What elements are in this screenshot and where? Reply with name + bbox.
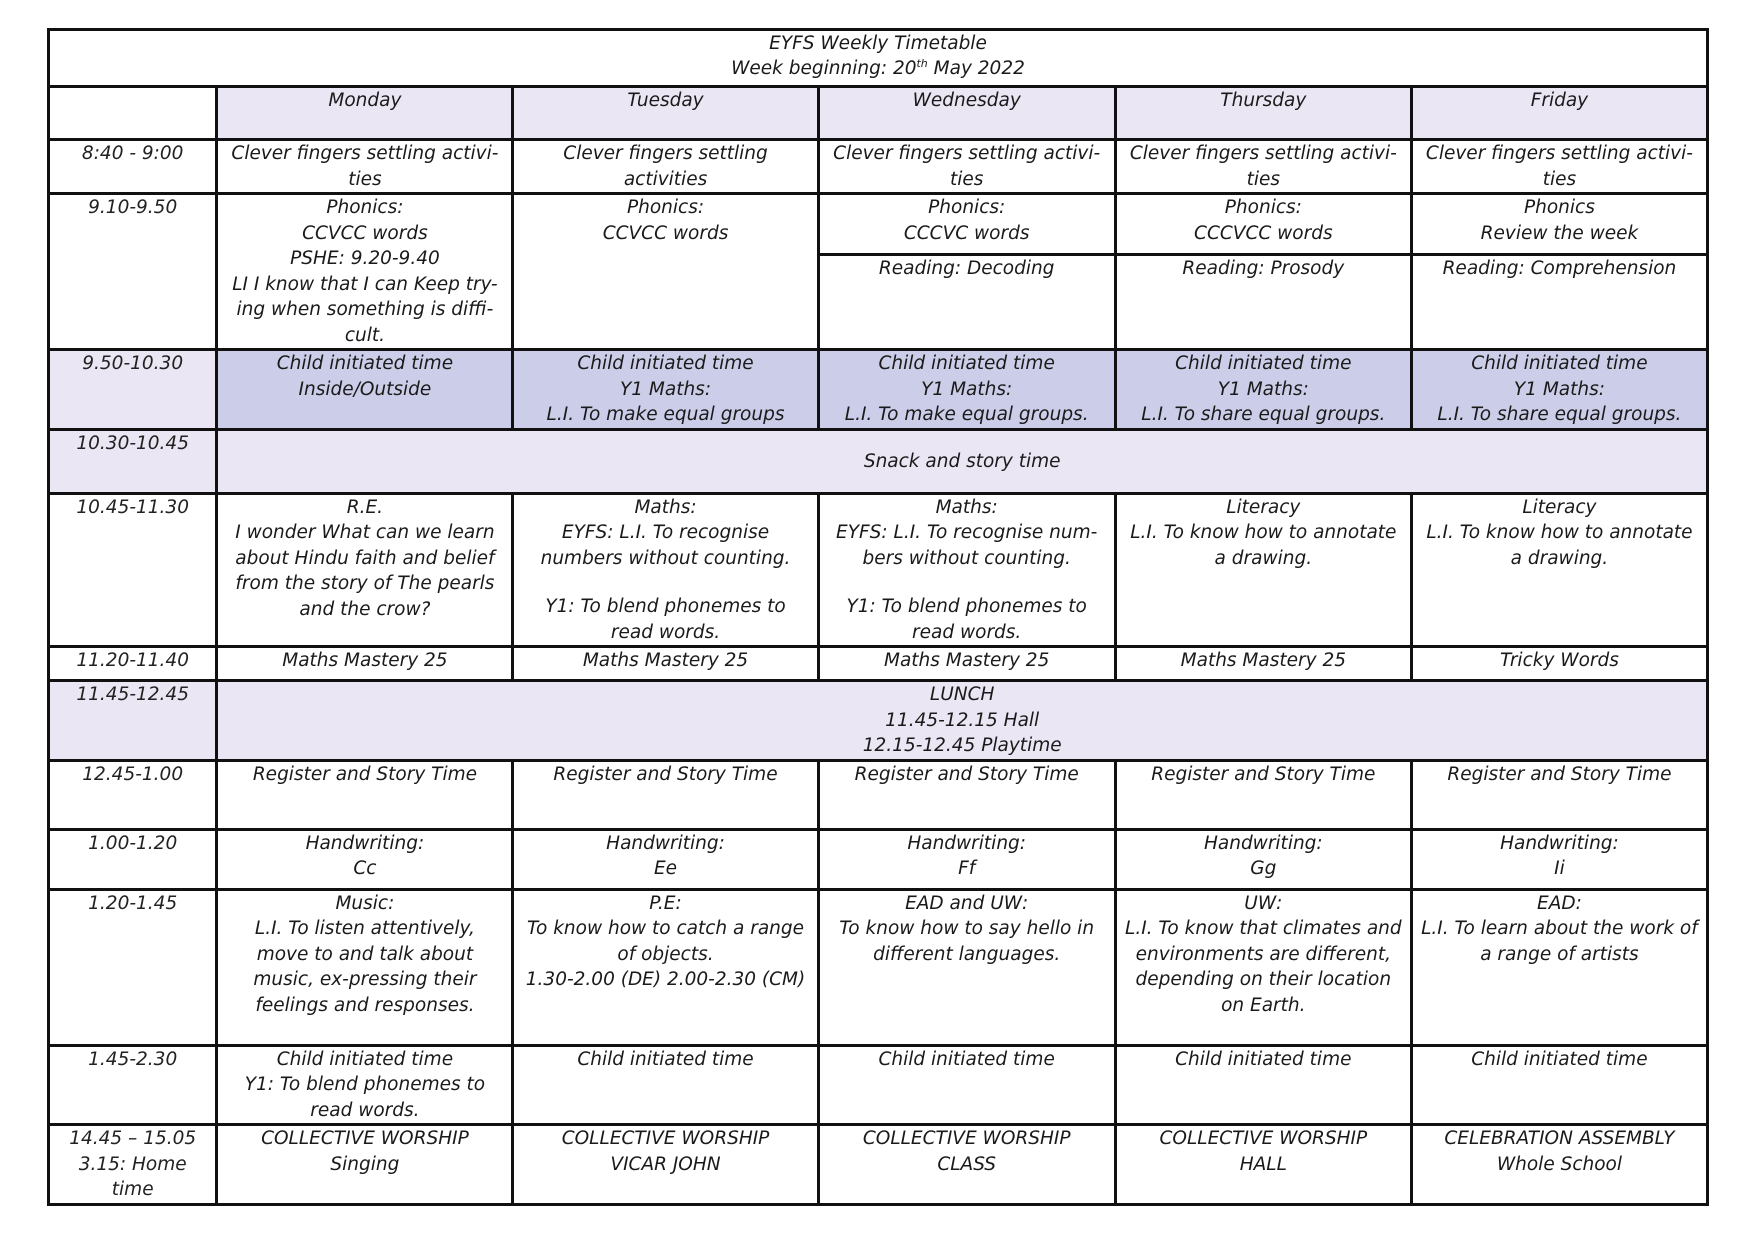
cell-line: 1.30-2.00 (DE) 2.00-2.30 (CM) xyxy=(525,969,806,990)
cell-line: Phonics: xyxy=(326,197,404,218)
snack-span-cell xyxy=(217,429,1708,493)
week-suffix: th xyxy=(916,56,928,70)
title-row xyxy=(49,30,1708,87)
cell-thursday xyxy=(1115,1125,1411,1205)
cell-line: CCVCC words xyxy=(602,222,729,244)
cell-thursday: Child initiated time xyxy=(1115,1045,1411,1125)
day-header-monday: Monday xyxy=(217,87,513,140)
cell-line: 11.45-12.15 Hall xyxy=(885,709,1040,731)
time-cell: 9.10-9.50 xyxy=(49,194,217,350)
cell-tuesday: Child initiated time xyxy=(513,1045,818,1125)
cell-line: CCCVC words xyxy=(903,222,1030,244)
cell-line: To know how to say hello in different languages. xyxy=(839,918,1095,965)
cell-line: Handwriting: xyxy=(1500,832,1619,854)
cell-tuesday xyxy=(513,1125,818,1205)
cell-tuesday xyxy=(513,493,818,647)
cell-line: Ff xyxy=(958,858,976,879)
cell-thursday: Clever fingers settling activi-ties xyxy=(1115,140,1411,194)
cell-tuesday: Register and Story Time xyxy=(513,760,818,829)
cell-wednesday xyxy=(818,889,1115,1045)
cell-line: Music: xyxy=(335,892,395,914)
cell-line: CCVCC words xyxy=(302,222,428,244)
cell-line: CELEBRATION ASSEMBLY xyxy=(1444,1128,1675,1149)
cell-wednesday xyxy=(818,194,1115,350)
title-cell xyxy=(49,30,1708,87)
cell-line: Y1 Maths: xyxy=(1513,378,1605,400)
cell-line: Child initiated time xyxy=(276,1048,454,1070)
cell-friday: Tricky Words xyxy=(1411,647,1707,681)
cell-top xyxy=(1413,195,1706,256)
time-cell: 10.45-11.30 xyxy=(49,493,217,647)
cell-tuesday xyxy=(513,194,818,350)
cell-line: COLLECTIVE WORSHIP xyxy=(561,1128,770,1149)
cell-thursday: Maths Mastery 25 xyxy=(1115,647,1411,681)
cell-line: Handwriting: xyxy=(907,832,1027,854)
cell-spacer xyxy=(828,571,1106,594)
cell-line: Y1 Maths: xyxy=(921,378,1013,400)
cell-wednesday: Register and Story Time xyxy=(818,760,1115,829)
timetable-title: EYFS Weekly Timetable xyxy=(769,33,987,54)
cell-monday: Register and Story Time xyxy=(217,760,513,829)
cell-line: L.I. To make equal groups xyxy=(546,404,785,425)
cell-line: L.I. To know that climates and environments are different, depending on their location on Earth. xyxy=(1125,918,1402,1016)
table-row xyxy=(49,1045,1708,1125)
cell-thursday xyxy=(1115,350,1411,430)
table-row xyxy=(49,350,1708,430)
cell-line: COLLECTIVE WORSHIP xyxy=(1159,1128,1368,1149)
time-cell: 8:40 - 9:00 xyxy=(49,140,217,194)
cell-monday xyxy=(217,829,513,889)
cell-friday xyxy=(1411,493,1707,647)
cell-friday xyxy=(1411,889,1707,1045)
cell-monday xyxy=(217,493,513,647)
cell-line: Phonics xyxy=(1523,197,1595,218)
cell-line: L.I. To make equal groups. xyxy=(844,404,1089,425)
day-header-tuesday: Tuesday xyxy=(513,87,818,140)
table-row xyxy=(49,647,1708,681)
cell-thursday xyxy=(1115,194,1411,350)
cell-line: Maths: xyxy=(935,496,998,518)
table-row xyxy=(49,1125,1708,1205)
cell-line: HALL xyxy=(1239,1153,1287,1175)
time-cell: 1.45-2.30 xyxy=(49,1045,217,1125)
cell-monday xyxy=(217,889,513,1045)
cell-line: Phonics: xyxy=(928,197,1006,218)
table-row xyxy=(49,829,1708,889)
cell-tuesday: Maths Mastery 25 xyxy=(513,647,818,681)
cell-thursday xyxy=(1115,829,1411,889)
cell-friday xyxy=(1411,1125,1707,1205)
cell-line: Y1 Maths: xyxy=(1217,378,1309,400)
cell-monday xyxy=(217,1125,513,1205)
day-header-wednesday: Wednesday xyxy=(818,87,1115,140)
week-rest: May 2022 xyxy=(927,58,1025,79)
corner-cell xyxy=(49,87,217,140)
cell-wednesday: Child initiated time xyxy=(818,1045,1115,1125)
cell-line: Literacy xyxy=(1522,496,1597,518)
cell-tuesday xyxy=(513,350,818,430)
cell-line: L.I. To learn about the work of a range of artists xyxy=(1421,918,1698,965)
time-cell: 1.20-1.45 xyxy=(49,889,217,1045)
cell-bottom: Reading: Comprehension xyxy=(1442,258,1677,279)
cell-line: I wonder What can we learn about Hindu faith and belief from the story of The pearls and the crow? xyxy=(235,522,495,620)
cell-line: Gg xyxy=(1250,858,1277,879)
cell-line: Whole School xyxy=(1496,1153,1622,1175)
cell-tuesday: Clever fingers settling activities xyxy=(513,140,818,194)
cell-wednesday xyxy=(818,493,1115,647)
cell-wednesday xyxy=(818,829,1115,889)
cell-thursday xyxy=(1115,889,1411,1045)
time-cell: 12.45-1.00 xyxy=(49,760,217,829)
cell-wednesday xyxy=(818,1125,1115,1205)
day-header-thursday: Thursday xyxy=(1115,87,1411,140)
cell-line: Child initiated time xyxy=(878,353,1055,374)
cell-tuesday xyxy=(513,829,818,889)
cell-bottom: Reading: Decoding xyxy=(878,258,1055,279)
cell-line: EYFS: L.I. To recognise num-bers without counting. xyxy=(836,522,1098,569)
cell-line: Y1 Maths: xyxy=(619,378,712,400)
cell-line: Handwriting: xyxy=(1203,832,1323,854)
cell-line: Y1: To blend phonemes to read words. xyxy=(545,596,786,643)
cell-line: Handwriting: xyxy=(606,832,725,854)
week-prefix: Week beginning: 20 xyxy=(731,58,917,79)
cell-tuesday xyxy=(513,889,818,1045)
cell-thursday: Register and Story Time xyxy=(1115,760,1411,829)
cell-wednesday: Maths Mastery 25 xyxy=(818,647,1115,681)
table-row xyxy=(49,889,1708,1045)
cell-line: 14.45 – 15.05 xyxy=(69,1128,197,1149)
table-row xyxy=(49,681,1708,761)
cell-friday xyxy=(1411,829,1707,889)
cell-thursday xyxy=(1115,493,1411,647)
cell-friday xyxy=(1411,350,1707,430)
time-cell: 11.45-12.45 xyxy=(49,681,217,761)
cell-line: Cc xyxy=(353,858,377,879)
time-cell: 11.20-11.40 xyxy=(49,647,217,681)
cell-line: LUNCH xyxy=(929,684,995,705)
cell-line: Child initiated time xyxy=(577,353,754,374)
cell-line: Child initiated time xyxy=(1471,353,1648,374)
cell-line: Handwriting: xyxy=(305,832,425,854)
cell-wednesday xyxy=(818,350,1115,430)
cell-top xyxy=(820,195,1114,256)
cell-wednesday: Clever fingers settling activi-ties xyxy=(818,140,1115,194)
cell-line: L.I. To know how to annotate a drawing. xyxy=(1426,522,1693,569)
cell-monday: Clever fingers settling activi-ties xyxy=(217,140,513,194)
cell-friday xyxy=(1411,194,1707,350)
cell-line: 12.15-12.45 Playtime xyxy=(862,735,1062,756)
cell-top xyxy=(1117,195,1410,256)
cell-line: EAD and UW: xyxy=(905,892,1029,914)
cell-monday: Maths Mastery 25 xyxy=(217,647,513,681)
cell-line: CLASS xyxy=(937,1153,997,1175)
cell-monday xyxy=(217,194,513,350)
table-row xyxy=(49,140,1708,194)
cell-spacer xyxy=(522,571,808,594)
cell-line: Literacy xyxy=(1226,496,1301,518)
time-cell xyxy=(49,1125,217,1205)
cell-line: UW: xyxy=(1244,892,1283,914)
lunch-span-cell xyxy=(217,681,1708,761)
time-cell: 10.30-10.45 xyxy=(49,429,217,493)
cell-line: L.I. To share equal groups. xyxy=(1141,404,1386,425)
cell-line: L.I. To listen attentively, move to and talk about music, ex-pressing their feelings and responses. xyxy=(253,918,477,1016)
table-row xyxy=(49,760,1708,829)
timetable xyxy=(47,28,1709,1206)
cell-line: CCCVCC words xyxy=(1194,222,1333,244)
cell-line: 3.15: Home time xyxy=(78,1153,187,1200)
cell-line: EYFS: L.I. To recognise numbers without counting. xyxy=(540,522,791,569)
cell-line: Singing xyxy=(330,1153,400,1175)
cell-line: R.E. xyxy=(346,496,384,518)
cell-monday xyxy=(217,1045,513,1125)
cell-line: L.I. To know how to annotate a drawing. xyxy=(1130,522,1397,569)
table-row xyxy=(49,194,1708,350)
cell-line: Y1: To blend phonemes to read words. xyxy=(244,1074,486,1121)
cell-line: EAD: xyxy=(1537,892,1582,914)
cell-line: PSHE: 9.20-9.40 xyxy=(290,248,440,269)
cell-line: Ii xyxy=(1554,858,1565,879)
cell-friday: Register and Story Time xyxy=(1411,760,1707,829)
cell-line: Ee xyxy=(653,858,678,879)
cell-line: To know how to catch a range of objects. xyxy=(526,918,805,965)
table-row xyxy=(49,429,1708,493)
cell-line: COLLECTIVE WORSHIP xyxy=(862,1128,1071,1149)
cell-line: Maths: xyxy=(634,496,697,518)
day-header-row xyxy=(49,87,1708,140)
cell-line: COLLECTIVE WORSHIP xyxy=(261,1128,469,1149)
cell-line: P.E: xyxy=(649,892,682,914)
cell-friday: Clever fingers settling activi-ties xyxy=(1411,140,1707,194)
cell-monday xyxy=(217,350,513,430)
cell-line: Phonics: xyxy=(1224,197,1302,218)
snack-text: Snack and story time xyxy=(863,450,1061,472)
cell-line: LI I know that I can Keep try-ing when something is diffi-cult. xyxy=(232,273,498,346)
table-row xyxy=(49,493,1708,647)
cell-line: Child initiated time xyxy=(276,353,454,374)
cell-friday: Child initiated time xyxy=(1411,1045,1707,1125)
cell-line: Y1: To blend phonemes to read words. xyxy=(846,596,1087,643)
cell-line: L.I. To share equal groups. xyxy=(1437,404,1682,425)
cell-line: Child initiated time xyxy=(1175,353,1352,374)
cell-line: Review the week xyxy=(1480,222,1639,244)
time-cell: 1.00-1.20 xyxy=(49,829,217,889)
time-cell: 9.50-10.30 xyxy=(49,350,217,430)
cell-line: Inside/Outside xyxy=(298,378,432,400)
cell-bottom: Reading: Prosody xyxy=(1182,258,1345,279)
cell-line: Phonics: xyxy=(626,197,705,218)
week-beginning xyxy=(58,56,1698,81)
day-header-friday: Friday xyxy=(1411,87,1707,140)
cell-line: VICAR JOHN xyxy=(610,1153,721,1175)
